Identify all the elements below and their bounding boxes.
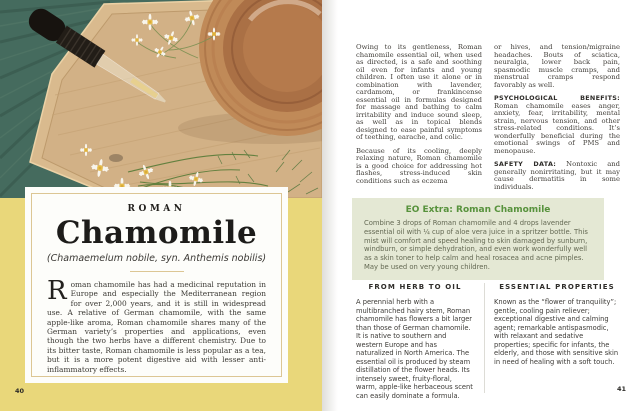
intro-paragraph — [47, 276, 266, 374]
text-column-right — [494, 44, 620, 197]
paragraph — [494, 161, 620, 191]
paragraph — [494, 95, 620, 155]
kicker: ROMAN — [127, 204, 186, 214]
text-column-left — [356, 44, 482, 197]
section-text: Nontoxic and generally nonirritating, but it may cause dermatitis in some individuals. — [494, 160, 621, 191]
eo-extra-box — [352, 198, 604, 280]
intro-text: oman chamomile has had a medicinal reputation in Europe and especially the Mediterranean region for over 2,000 years, and it is still in widespread use. A relative of German chamomile, with the same apple-like aroma, Roman chamomile shares many of the German variety’s properties and applications, even though the two herbs have a different chemistry. Due to its bitter taste, Roman chamomile is less popular as a tea, but it is a more potent digestive aid with lesser anti-inflammatory effects. — [47, 280, 266, 374]
eo-extra-body: Combine 3 drops of Roman chamomile and 4 drops lavender essential oil with ¼ cup of aloe vera juice in a spritzer bottle. This mist will comfort and speed healing to skin damaged by sunburn, windburn, or simple dehydration, and even work wonderfully well as a skin toner to help calm and heal rosacea and acne pimples. May be used on very young children. — [364, 219, 588, 271]
body-text-columns — [356, 44, 620, 197]
essential-properties-body: Known as the “flower of tranquility”; gentle, cooling pain reliever; exceptional digestive and calming agent; remarkable antispasmodic, with relaxant and sedative properties; specific for infants, the elderly, and those with sensitive skin in need of healing with a soft touch. — [494, 298, 619, 366]
page-number-left: 40 — [15, 387, 25, 395]
herb-to-oil-heading: FROM HERB TO OIL — [368, 283, 462, 291]
photo-illustration — [0, 0, 322, 198]
title-card — [25, 187, 288, 383]
essential-properties-heading: ESSENTIAL PROPERTIES — [499, 283, 615, 291]
paragraph: or hives, and tension/migraine headaches. Bouts of sciatica, neuralgia, lower back pain, spasmodic muscle cramps, and menstrual cramps respond favorably as well. — [494, 43, 620, 89]
eo-extra-title: EO Extra: Roman Chamomile — [405, 205, 551, 215]
paragraph: Because of its cooling, deeply relaxing nature, Roman chamomile is a good choice for addressing hot flashes, stress-induced skin conditions such as eczema — [356, 146, 482, 185]
drop-cap: R — [47, 276, 67, 306]
page-title: Chamomile — [55, 215, 258, 251]
right-page — [350, 0, 640, 411]
section-label-psychological: PSYCHOLOGICAL BENEFITS: — [494, 94, 620, 102]
column-divider — [484, 283, 485, 393]
herb-to-oil-column — [356, 283, 474, 400]
essential-properties-column — [494, 283, 620, 400]
section-label-safety: SAFETY DATA: — [494, 160, 557, 168]
info-columns — [356, 283, 620, 400]
herb-to-oil-body: A perennial herb with a multibranched hairy stem, Roman chamomile has flowers a bit larger than those of German chamomile. It is native to southern and western Europe and has naturalized in North America. The essential oil is produced by steam distillation of the flower heads. Its intensely sweet, fruity-floral, warm, apple-like herbaceous scent can easily dominate a formula. — [356, 298, 473, 400]
page-gutter-shadow — [322, 0, 348, 411]
botanical-name: (Chamaemelum nobile, syn. Anthemis nobilis) — [46, 253, 267, 264]
paragraph: Owing to its gentleness, Roman chamomile essential oil, when used as directed, is a safe and soothing oil even for infants and young children. I often use it alone or in combination with lavender, cardamom, or frankincense essential oil in formulas designed for massage and bathing to calm irritability and induce sound sleep, as well as in topical blends designed to ease painful symptoms of teething, earache, and colic. — [356, 43, 482, 141]
section-text: Roman chamomile eases anger, anxiety, fear, irritability, mental strain, nervous tension, and other stress-related conditions. It’s wonderfully beneficial during the emotional swings of PMS and menopause. — [494, 101, 620, 155]
ornament-rule — [130, 271, 184, 272]
chamomile-photo — [0, 0, 322, 198]
page-number-right: 41 — [617, 385, 627, 393]
